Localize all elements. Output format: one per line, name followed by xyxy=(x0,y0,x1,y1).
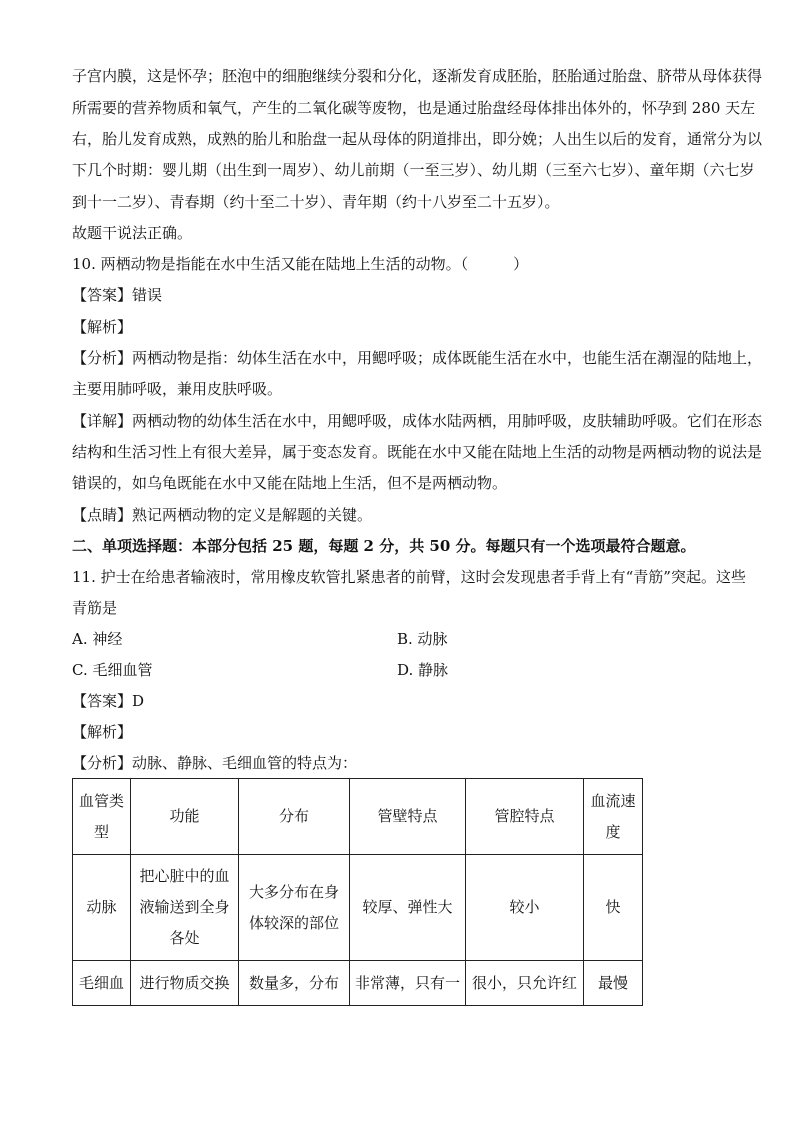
option-b: B. 动脉 xyxy=(397,630,448,648)
table-header-cell: 分布 xyxy=(239,779,350,855)
paragraph-line: 下几个时期：婴儿期（出生到一周岁）、幼儿前期（一至三岁）、幼儿期（三至六七岁）、童年期（六七岁 xyxy=(72,161,755,179)
paragraph-line: 子宫内膜，这是怀孕；胚泡中的细胞继续分裂和分化，逐渐发育成胚胎，胚胎通过胎盘、脐带从母体获得 xyxy=(72,67,763,85)
table-row-artery xyxy=(73,855,643,961)
table-header-cell: 血管类型 xyxy=(73,779,131,855)
table-cell: 进行物质交换 xyxy=(131,961,239,1006)
option-c: C. 毛细血管 xyxy=(72,661,153,679)
conclusion-line: 故题干说法正确。 xyxy=(72,224,193,242)
question-11-line: 11. 护士在给患者输液时，常用橡皮软管扎紧患者的前臂，这时会发现患者手背上有“青筋”突起。这些 xyxy=(72,568,746,586)
table-cell: 数量多，分布 xyxy=(239,961,350,1006)
table-cell: 快 xyxy=(584,855,643,961)
paragraph-line: 所需要的营养物质和氧气，产生的二氧化碳等废物，也是通过胎盘经母体排出体外的，怀孕到 280 天左 xyxy=(72,99,756,117)
table-header-cell: 血流速度 xyxy=(584,779,643,855)
fenxi-10-line: 主要用肺呼吸，兼用皮肤呼吸。 xyxy=(72,380,283,398)
fenxi-10-line: 【分析】两栖动物是指：幼体生活在水中，用鳃呼吸；成体既能生活在水中，也能生活在潮湿的陆地上， xyxy=(72,349,763,367)
fenxi-11: 【分析】动脉、静脉、毛细血管的特点为： xyxy=(72,754,358,772)
question-11-line: 青筋是 xyxy=(72,599,118,617)
table-cell: 大多分布在身体较深的部位 xyxy=(239,855,350,961)
xiangjie-10-line: 【详解】两栖动物的幼体生活在水中，用鳃呼吸，成体水陆两栖，用肺呼吸，皮肤辅助呼吸。它们在形态 xyxy=(72,412,763,430)
table-cell: 较小 xyxy=(466,855,584,961)
blood-vessel-table xyxy=(72,778,643,1006)
table-cell: 非常薄，只有一 xyxy=(350,961,466,1006)
option-d: D. 静脉 xyxy=(397,661,449,679)
table-cell: 毛细血 xyxy=(73,961,131,1006)
table-cell: 很小，只允许红 xyxy=(466,961,584,1006)
answer-10: 【答案】错误 xyxy=(72,286,163,304)
table-cell: 把心脏中的血液输送到全身各处 xyxy=(131,855,239,961)
section-heading: 二、单项选择题：本部分包括 25 题，每题 2 分，共 50 分。每题只有一个选项最符合题意。 xyxy=(72,537,696,555)
option-a: A. 神经 xyxy=(72,630,123,648)
xiangjie-10-line: 结构和生活习性上有很大差异，属于变态发育。既能在水中又能在陆地上生活的动物是两栖动物的说法是 xyxy=(72,443,763,461)
table-header-cell: 管腔特点 xyxy=(466,779,584,855)
analysis-heading-10: 【解析】 xyxy=(72,318,133,336)
paragraph-line: 到十一二岁）、青春期（约十至二十岁）、青年期（约十八岁至二十五岁）。 xyxy=(72,193,560,211)
question-10: 10. 两栖动物是指能在水中生活又能在陆地上生活的动物。（ ） xyxy=(72,255,529,273)
xiangjie-10-line: 错误的，如乌龟既能在水中又能在陆地上生活，但不是两栖动物。 xyxy=(72,474,508,492)
table-cell: 较厚、弹性大 xyxy=(350,855,466,961)
dianjing-10: 【点睛】熟记两栖动物的定义是解题的关键。 xyxy=(72,506,373,524)
table-header-row xyxy=(73,779,643,855)
analysis-heading-11: 【解析】 xyxy=(72,723,133,741)
table-cell: 最慢 xyxy=(584,961,643,1006)
table-row-capillary xyxy=(73,961,643,1006)
answer-11: 【答案】D xyxy=(72,692,145,710)
paragraph-line: 右，胎儿发育成熟，成熟的胎儿和胎盘一起从母体的阴道排出，即分娩；人出生以后的发育，通常分为以 xyxy=(72,130,763,148)
table-header-cell: 管壁特点 xyxy=(350,779,466,855)
table-cell: 动脉 xyxy=(73,855,131,961)
table-header-cell: 功能 xyxy=(131,779,239,855)
